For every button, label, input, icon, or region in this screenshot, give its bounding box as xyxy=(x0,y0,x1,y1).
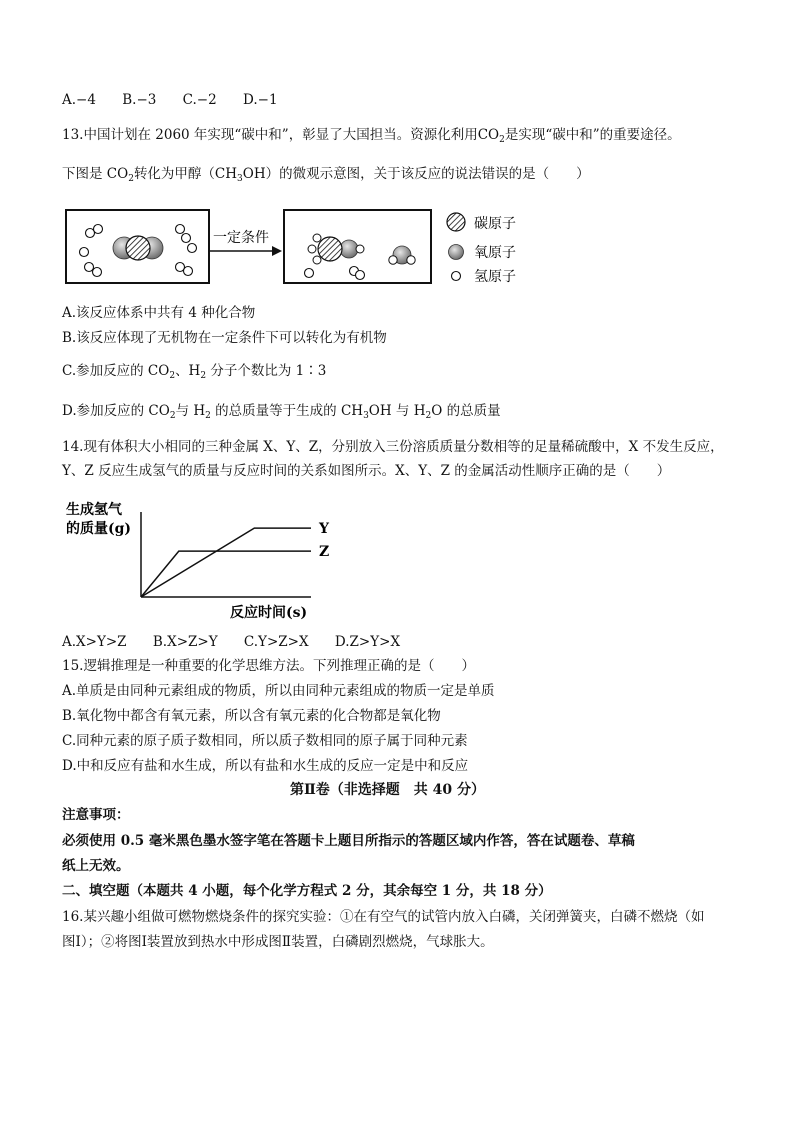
section2-title: 二、填空题（本题共 4 小题，每个化学方程式 2 分，其余每空 1 分，共 18 分） xyxy=(62,883,552,899)
q15-option-b: B.氧化物中都含有氧元素，所以含有氧元素的化合物都是氧化物 xyxy=(62,708,441,724)
series-y-line xyxy=(141,528,311,597)
q13-stem-line1: 13.中国计划在 2060 年实现“碳中和”，彰显了大国担当。资源化利用$CO_2$是实现“碳中和”的重要途径。 xyxy=(62,127,681,145)
q13-option-a: A.该反应体系中共有 4 种化合物 xyxy=(62,305,256,321)
q12-option-b: B.−3 xyxy=(122,92,157,108)
q14-option-d: D.Z>Y>X xyxy=(334,634,401,650)
series-z-label: Z xyxy=(319,544,330,561)
carbon-legend-icon xyxy=(447,213,465,231)
q13-option-d: D.参加反应的 $CO_2$与 $H_2$ 的总质量等于生成的 $CH_3OH$ 与 $H_2O$ 的总质量 xyxy=(62,403,501,421)
q15-option-d: D.中和反应有盐和水生成，所以有盐和水生成的反应一定是中和反应 xyxy=(62,758,469,774)
series-z-line xyxy=(141,551,311,597)
q15-option-c: C.同种元素的原子质子数相同，所以质子数相同的原子属于同种元素 xyxy=(62,733,468,749)
co2-molecule xyxy=(113,236,163,260)
q13-stem-line2: 下图是 $CO_2$转化为甲醇$(CH_3OH)$的微观示意图，关于该反应的说法错误的是（ ） xyxy=(62,166,590,184)
q12-option-d: D.−1 xyxy=(243,92,278,108)
oxygen-legend-icon xyxy=(449,245,464,260)
reaction-diagram xyxy=(62,205,582,295)
hydrogen-legend-icon xyxy=(452,272,461,281)
q14-options xyxy=(62,633,422,651)
chart-xlabel: 反应时间(s) xyxy=(230,605,308,621)
q14-stem-line1: 14.现有体积大小相同的三种金属 X、Y、Z，分别放入三份溶质质量分数相等的足量稀硫酸中，X 不发生反应， xyxy=(62,439,724,455)
svg-text:氧原子: 氧原子 xyxy=(474,245,516,261)
q12-options xyxy=(62,91,300,109)
svg-text:碳原子: 碳原子 xyxy=(474,216,516,232)
q15-option-a: A.单质是由同种元素组成的物质，所以由同种元素组成的物质一定是单质 xyxy=(62,683,495,699)
chart-ylabel-line1: 生成氢气 xyxy=(66,502,122,518)
hydrogen-mass-chart xyxy=(62,496,352,624)
q15-stem: 15.逻辑推理是一种重要的化学思维方法。下列推理正确的是（ ） xyxy=(62,658,475,674)
q14-option-c: C.Y>Z>X xyxy=(243,634,309,650)
chart-ylabel-line2: 的质量(g) xyxy=(66,521,132,537)
svg-text:氢原子: 氢原子 xyxy=(474,269,516,285)
q13-option-c: C.参加反应的 $CO_2$、$H_2$ 分子个数比为 1∶3 xyxy=(62,363,327,381)
q14-option-b: B.X>Z>Y xyxy=(152,634,218,650)
q13-option-b: B.该反应体现了无机物在一定条件下可以转化为有机物 xyxy=(62,330,387,346)
notice-title: 注意事项： xyxy=(62,807,130,823)
legend xyxy=(447,213,516,285)
q16-line2: 图Ⅰ）；②将图Ⅰ装置放到热水中形成图Ⅱ装置，白磷剧烈燃烧，气球胀大。 xyxy=(62,934,494,950)
part2-title: 第Ⅱ卷（非选择题 共 40 分） xyxy=(290,782,486,798)
q16-line1: 16.某兴趣小组做可燃物燃烧条件的探究实验：①在有空气的试管内放入白磷，关闭弹簧夹，白磷不燃烧（如 xyxy=(62,909,705,925)
notice-line2: 纸上无效。 xyxy=(62,858,130,874)
q14-option-a: A.X>Y>Z xyxy=(62,634,127,650)
q12-option-c: C.−2 xyxy=(182,92,217,108)
q12-option-a: A.−4 xyxy=(62,92,96,108)
q14-stem-line2: Y、Z 反应生成氢气的质量与反应时间的关系如图所示。X、Y、Z 的金属活动性顺序正确的是（ ） xyxy=(62,463,671,479)
notice-line1: 必须使用 0.5 毫米黑色墨水签字笔在答题卡上题目所指示的答题区域内作答，答在试题卷、草稿 xyxy=(62,833,635,849)
arrow-label: 一定条件 xyxy=(213,230,269,246)
series-y-label: Y xyxy=(319,521,329,538)
